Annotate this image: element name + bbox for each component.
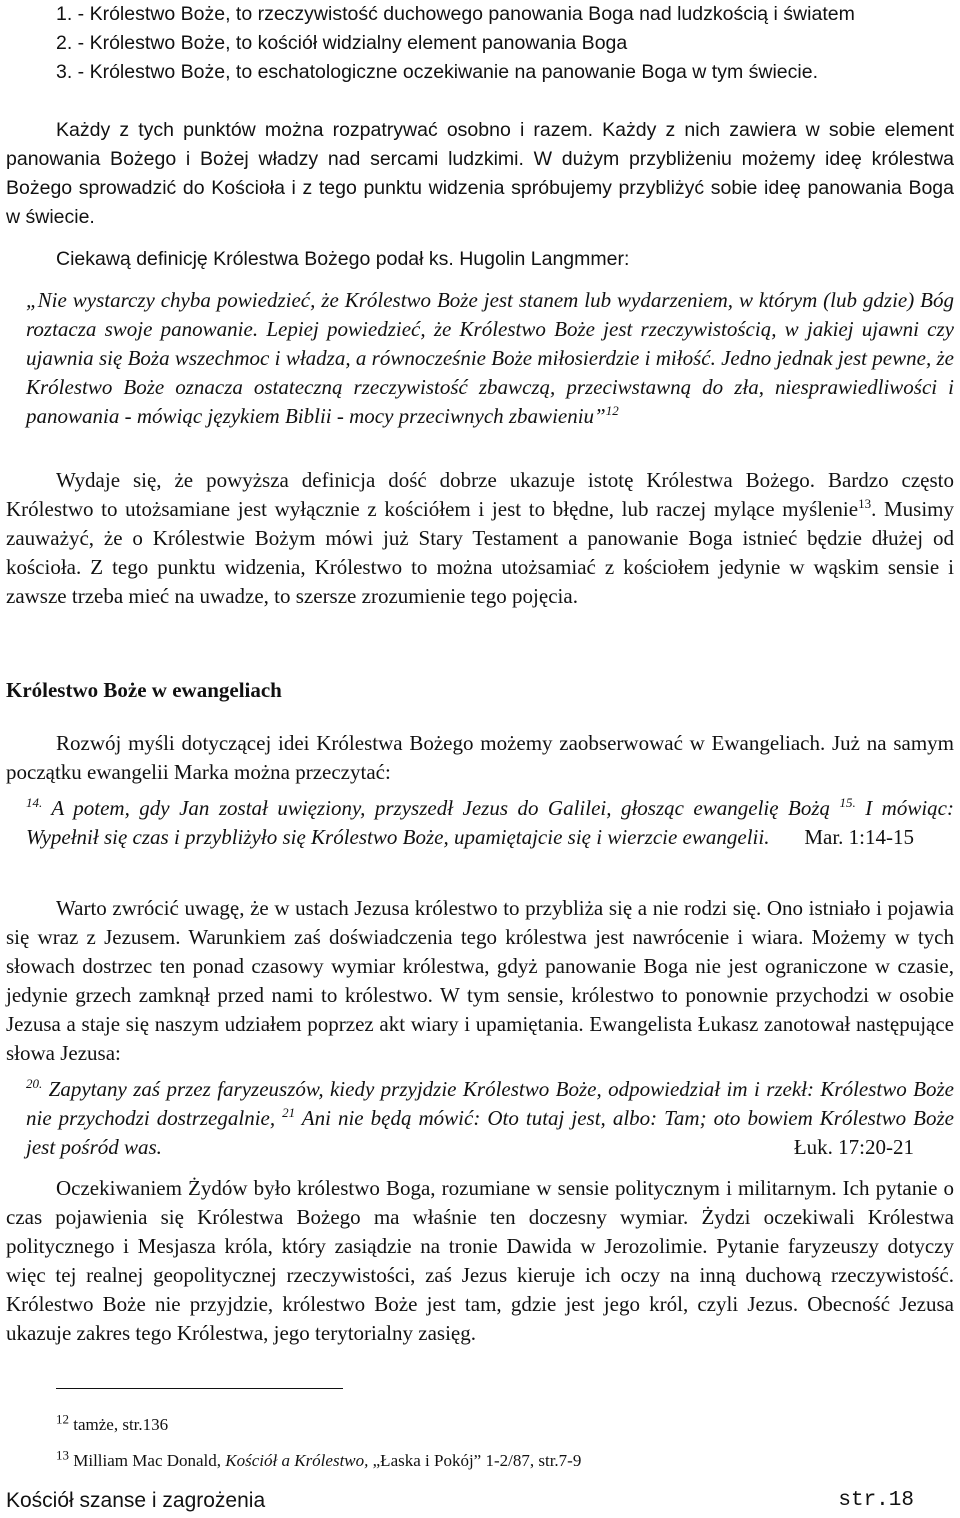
paragraph-gospels: Rozwój myśli dotyczącej idei Królestwa Bożego możemy zaobserwować w Ewangeliach. Już na samym początku ewangelii Marka można przeczytać: — [6, 731, 954, 784]
quote-text: I mówiąc: Wypełnił się czas i przybliżyło się Królestwo Boże, upamiętajcie się i wierzcie ewangelii. — [26, 796, 954, 849]
scripture-reference: Łuk. 17:20-21 — [793, 1135, 914, 1159]
footnote-divider — [56, 1388, 343, 1389]
paragraph-commentary — [6, 466, 954, 611]
scripture-reference: Mar. 1:14-15 — [804, 825, 914, 849]
footnote-title: Kościół a Królestwo, — [225, 1451, 369, 1470]
footnote-ref: 13 — [858, 496, 872, 511]
page-footer — [6, 1487, 914, 1515]
paragraph-definition-lead: Ciekawą definicję Królestwa Bożego podał ks. Hugolin Langmmer: — [56, 248, 630, 270]
paragraph-text: . Musimy zauważyć, że o Królestwie Bożym mówi już Stary Testament a panowanie Boga istnieć będzie dłużej od kościoła. Z tego punktu widzenia, Królestwo to można utożsamiać z kościołem jedynie w wąskim sensie i zawsze trzeba mieć na uwadze, to szersze zrozumienie tego pojęcia. — [6, 497, 954, 608]
paragraph-expectation: Oczekiwaniem Żydów było królestwo Boga, rozumiane w sensie politycznym i militarnym. Ich pytanie o czas pojawienia się Królestwa Bożego ma właśnie ten doczesny wymiar. Żydzi oczekiwali Królestwa politycznego i Mesjasza króla, który zasiądzie na tronie Dawida w Jerozolimie. Pytanie faryzeuszy dotyczy więc tej realnej geopolitycznej rzeczywistości, zaś Jezus kieruje ich oczy na inną duchową rzeczywistość. Królestwo Boże nie przyjdzie, królestwo Boże jest tam, gdzie jest jego król, czyli Jezus. Obecność Jezusa ukazuje zakres tego Królestwa, jego terytorialny zasięg. — [6, 1176, 954, 1345]
page-number: str.18 — [838, 1489, 914, 1512]
paragraph-intro: Każdy z tych punktów można rozpatrywać osobno i razem. Każdy z nich zawiera w sobie element panowania Bożego i Bożej władzy nad sercami ludzkimi. W dużym przybliżeniu możemy ideę królestwa Bożego sprowadzić do Kościoła i z tego punktu widzenia spróbujemy przybliżyć sobie ideę panowania Boga w świecie. — [6, 119, 954, 228]
footnote-number: 12 — [56, 1411, 69, 1427]
footnote — [56, 1447, 582, 1472]
footnote-text: Milliam Mac Donald, — [69, 1451, 226, 1470]
verse-number: 15. — [839, 795, 856, 810]
section-heading: Królestwo Boże w ewangeliach — [6, 678, 282, 702]
quote-text: Ani nie będą mówić: Oto tutaj jest, albo: Tam; oto bowiem Królestwo Boże jest pośród was. — [26, 1106, 954, 1159]
verse-number: 21 — [282, 1105, 296, 1120]
footnote-ref: 12 — [605, 403, 619, 418]
verse-number: 20. — [26, 1076, 43, 1091]
quote-text: Zapytany zaś przez faryzeuszów, kiedy przyjdzie Królestwo Boże, odpowiedział im i rzekł: Królestwo Boże nie przychodzi dostrzegalnie, — [26, 1077, 954, 1130]
verse-number: 14. — [26, 795, 43, 810]
definition-list — [56, 0, 956, 87]
paragraph-warto: Warto zwrócić uwagę, że w ustach Jezusa królestwo to przybliża się a nie rodzi się. Ono istniało i pojawia się wraz z Jezusem. Warunkiem zaś doświadczenia tego królestwa jest nawrócenie i wiara. Możemy w tych słowach dostrzec ten ponad czasowy wymiar królestwa, gdyż panowanie Boga nie jest ograniczone w czasie, jedynie grzech zamknął przed nami to królestwo. W tym sensie, królestwo to ponownie przychodzi w osobie Jezusa a staje się naszym udziałem poprzez akt wiary i upamiętania. Ewangelista Łukasz zanotował następujące słowa Jezusa: — [6, 896, 954, 1065]
list-item: 1. - Królestwo Boże, to rzeczywistość duchowego panowania Boga nad ludzkością i światem — [56, 3, 855, 25]
footnote-text: tamże, str.136 — [69, 1415, 169, 1434]
quote-luke — [26, 1075, 954, 1162]
quote-langmmer — [26, 286, 954, 431]
footnote — [56, 1411, 169, 1436]
list-item: 2. - Królestwo Boże, to kościół widzialny element panowania Boga — [56, 32, 628, 54]
quote-text: „Nie wystarczy chyba powiedzieć, że Królestwo Boże jest stanem lub wydarzeniem, w którym (lub gdzie) Bóg roztacza swoje panowanie. Lepiej powiedzieć, że Królestwo Boże jest rzeczywistością, w jakiej ujawni czy ujawnia się Boża wszechmoc i władza, a równocześnie Boże miłosierdzie i miłość. Jedno jednak jest pewne, że Królestwo Boże oznacza ostateczną rzeczywistość zbawczą, przeciwstawną do zła, niesprawiedliwości i panowania - mówiąc językiem Biblii - mocy przeciwnych zbawieniu” — [26, 288, 954, 428]
list-item: 3. - Królestwo Boże, to eschatologiczne oczekiwanie na panowanie Boga w tym świecie. — [56, 61, 818, 83]
footnote-text: „Łaska i Pokój” 1-2/87, str.7-9 — [368, 1451, 582, 1470]
footer-title: Kościół szanse i zagrożenia — [6, 1489, 266, 1512]
paragraph-text: Wydaje się, że powyższa definicja dość dobrze ukazuje istotę Królestwa Bożego. Bardzo często Królestwo to utożsamiane jest wyłącznie z kościółem i jest to błędne, lub raczej mylące myślenie — [6, 468, 954, 521]
footnote-number: 13 — [56, 1447, 69, 1463]
quote-text: A potem, gdy Jan został uwięziony, przyszedł Jezus do Galilei, głosząc ewangelię Bożą — [42, 796, 840, 820]
quote-mark — [26, 794, 954, 852]
